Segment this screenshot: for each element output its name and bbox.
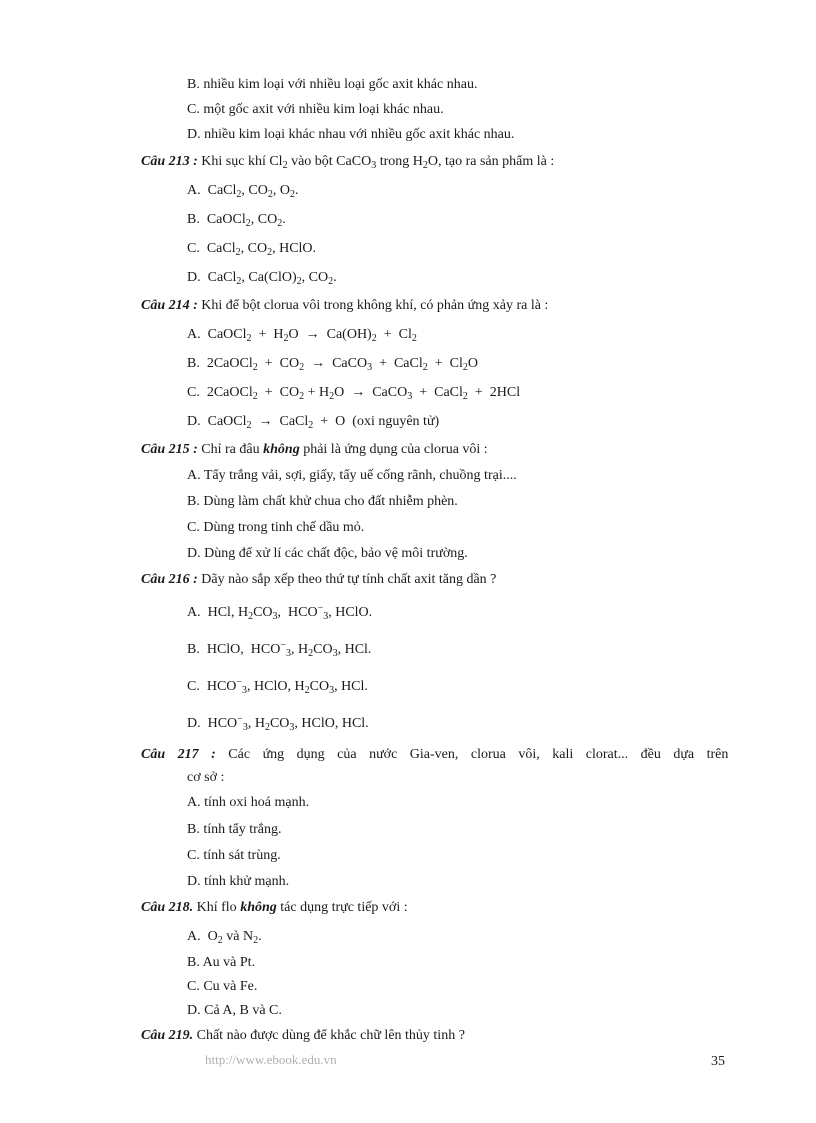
question-label: Câu 218. — [141, 900, 194, 915]
option-a: A. Tẩy trắng vải, sợi, giấy, tẩy uế cống rãnh, chuồng trại.... — [187, 468, 517, 483]
footer-url[interactable]: http://www.ebook.edu.vn — [205, 1052, 337, 1067]
option-c: C. tính sát trùng. — [187, 848, 281, 863]
question-219 — [141, 1027, 465, 1045]
option-a: A. CaCl$_2$, $CO_2$, $O_2$. — [187, 183, 299, 200]
question-text: Dãy nào sắp xếp theo thứ tự tính chất axit tăng dần ? — [197, 572, 497, 587]
question-text: Khí flo — [193, 900, 241, 915]
question-text: Khi để bột clorua vôi trong không khí, có phản ứng xảy ra là : — [197, 298, 549, 313]
option-a: A. tính oxi hoá mạnh. — [187, 795, 310, 810]
option-a: A. $O_2$ và $N_2$. — [187, 929, 262, 946]
question-215 — [141, 441, 488, 459]
question-label: Câu 213 : — [141, 154, 198, 169]
question-text: phải là ứng dụng của clorua vôi : — [299, 442, 488, 457]
option-c: C. Cu và Fe. — [187, 979, 258, 994]
question-213: Câu 213 : Khi sục khí $Cl_2$ vào bột CaCO$_3$ trong $H_2O$, tạo ra sản phẩm là : — [141, 154, 555, 171]
question-label: Câu 217 : — [141, 747, 216, 762]
option-c: C. CaCl$_2$, $CO_2$, HClO. — [187, 241, 317, 258]
option-d: D. $HCO^-_3$, $H_2CO_3$, HClO, HCl. — [187, 714, 369, 733]
question-label: Câu 214 : — [141, 298, 198, 313]
keyword: không — [263, 442, 300, 457]
option-d: D. CaCl$_2$, $Ca(ClO)_2$, $CO_2$. — [187, 270, 337, 287]
option-c: C. 2CaOCl$_2$ + $CO_2 + H_2O$ → CaCO$_3$ + CaCl$_2$ + 2HCl — [187, 385, 521, 402]
option-d: D. Cả A, B và C. — [187, 1003, 282, 1018]
question-text: Các ứng dụng của nước Gia-ven, clorua vôi, kali clorat... đều dựa trên — [228, 747, 729, 762]
option-b: B. 2CaOCl$_2$ + $CO_2$ → CaCO$_3$ + CaCl$_2$ + $Cl_2O$ — [187, 356, 479, 373]
option-d: D. tính khử mạnh. — [187, 874, 290, 889]
question-text-cont: cơ sở : — [187, 770, 225, 785]
option-b: B. HClO, $HCO^-_3$, $H_2CO_3$, HCl. — [187, 640, 372, 659]
question-text: Chất nào được dùng để khắc chữ lên thủy tinh ? — [193, 1028, 465, 1043]
question-label: Câu 219. — [141, 1028, 194, 1043]
option-b: B. CaOCl$_2$, $CO_2$. — [187, 212, 286, 229]
option-c: C. $HCO^-_3$, HClO, $H_2CO_3$, HCl. — [187, 677, 368, 696]
question-216 — [141, 571, 496, 589]
question-text: tác dụng trực tiếp với : — [276, 900, 408, 915]
option-a: A. CaOCl$_2$ + $H_2O \to Ca(OH)_2 + Cl_2$ — [187, 327, 417, 344]
question-text: Chỉ ra đâu — [197, 442, 264, 457]
option-d-212: D. nhiều kim loại khác nhau với nhiều gốc axit khác nhau. — [187, 127, 515, 142]
option-b: B. Dùng làm chất khử chua cho đất nhiễm phèn. — [187, 494, 458, 509]
option-c: C. Dùng trong tinh chế dầu mỏ. — [187, 520, 365, 535]
question-label: Câu 215 : — [141, 442, 198, 457]
option-b: B. Au và Pt. — [187, 955, 256, 970]
question-label: Câu 216 : — [141, 572, 198, 587]
page-number: 35 — [711, 1054, 725, 1069]
option-b-212: B. nhiều kim loại với nhiều loại gốc axit khác nhau. — [187, 77, 478, 92]
question-217 — [141, 746, 728, 764]
option-a: A. HCl, $H_2CO_3$, $HCO^-_3$, HClO. — [187, 603, 373, 622]
option-b: B. tính tẩy trắng. — [187, 822, 282, 837]
option-d: D. Dùng để xử lí các chất độc, bảo vệ môi trường. — [187, 546, 468, 561]
keyword: không — [240, 900, 277, 915]
question-218 — [141, 899, 408, 917]
question-214 — [141, 297, 548, 315]
option-c-212: C. một gốc axit với nhiều kim loại khác nhau. — [187, 102, 444, 117]
option-d: D. CaOCl$_2$ → CaCl$_2$ + O (oxi nguyên tử) — [187, 414, 440, 431]
